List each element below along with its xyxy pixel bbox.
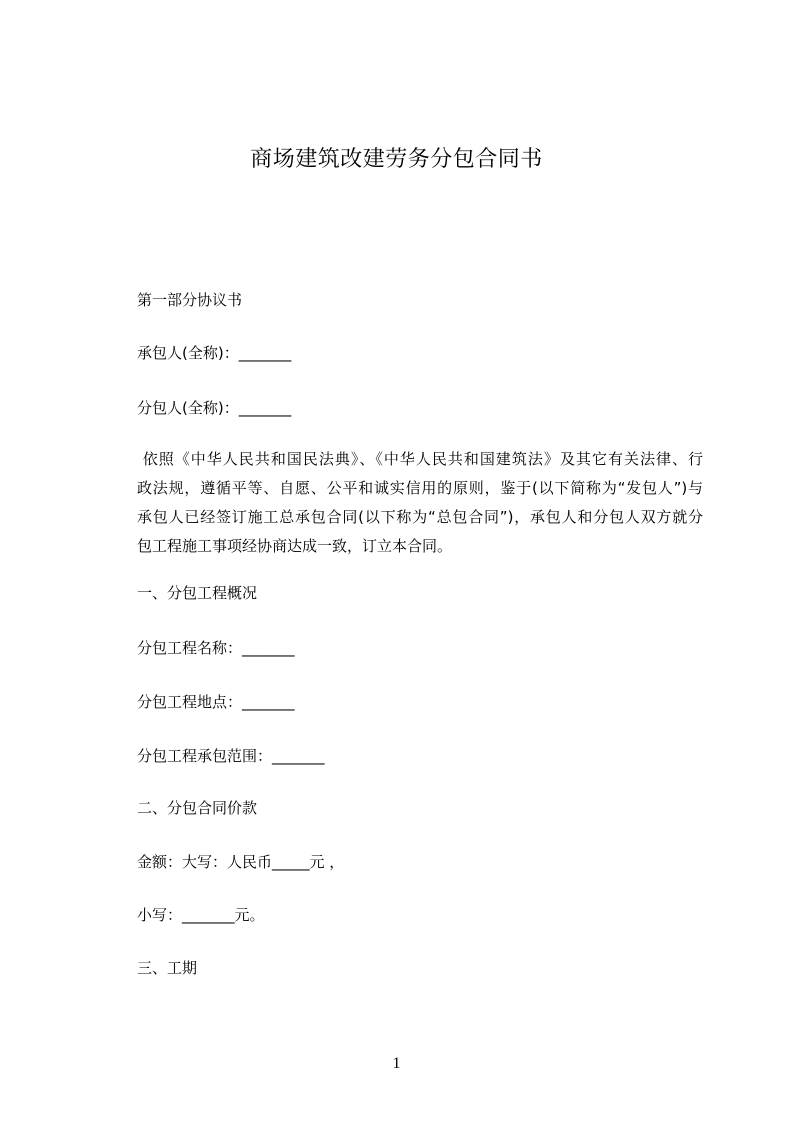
project-name-field: 分包工程名称：_______ [137, 639, 295, 657]
preamble-line: 政法规，遵循平等、自愿、公平和诚实信用的原则，鉴于(以下简称为“发包人”)与 [137, 479, 703, 497]
subcontractor-field: 分包人(全称)：_______ [137, 399, 292, 417]
contractor-field: 承包人(全称)：_______ [137, 344, 292, 362]
amount-words-field: 金额：大写：人民币_____元 ， [137, 853, 345, 871]
section3-heading: 三、工期 [137, 959, 198, 977]
preamble-line: 依照《中华人民共和国民法典》、《中华人民共和国建筑法》及其它有关法律、行 [137, 450, 703, 468]
page-number: 1 [392, 1055, 401, 1072]
preamble-line: 包工程施工事项经协商达成一致，订立本合同。 [137, 537, 453, 555]
document-title: 商场建筑改建劳务分包合同书 [250, 147, 543, 172]
amount-figures-field: 小写：_______元。 [137, 906, 265, 924]
section2-heading: 二、分包合同价款 [137, 799, 258, 817]
preamble-paragraph [137, 445, 703, 561]
project-location-field: 分包工程地点：_______ [137, 693, 295, 711]
section1-heading: 一、分包工程概况 [137, 584, 258, 602]
project-scope-field: 分包工程承包范围：_______ [137, 747, 325, 765]
part-heading: 第一部分协议书 [137, 291, 243, 309]
preamble-line: 承包人已经签订施工总承包合同(以下称为“总包合同”)，承包人和分包人双方就分 [137, 508, 703, 526]
